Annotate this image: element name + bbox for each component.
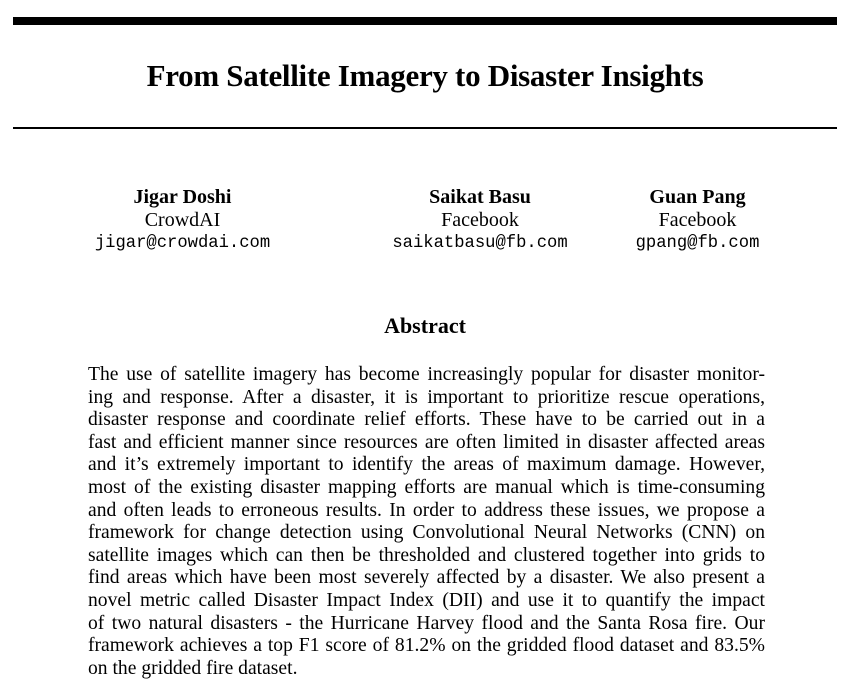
abstract-line: fast and efficient manner since resources are often limited in disaster affected areas [88, 431, 765, 453]
paper-title: From Satellite Imagery to Disaster Insights [146, 58, 704, 93]
abstract-line: most of the existing disaster mapping efforts are manual which is time-consuming [88, 476, 765, 498]
abstract-line: and often leads to erroneous results. In order to address these issues, we propose a [88, 499, 765, 521]
abstract-line: of two natural disasters - the Hurricane Harvey flood and the Santa Rosa fire. Our [88, 612, 765, 634]
abstract-line: disaster response and coordinate relief efforts. These have to be carried out in a [88, 409, 765, 431]
author-name: Saikat Basu [429, 186, 531, 208]
title-rule [13, 127, 837, 129]
abstract-line: novel metric called Disaster Impact Index (DII) and use it to quantify the impact [88, 589, 765, 611]
author-block [80, 185, 285, 256]
abstract-line: find areas which have been most severely affected by a disaster. We also present a [88, 567, 765, 589]
abstract-body [88, 364, 765, 680]
abstract-line: and it’s extremely important to identify the areas of maximum damage. However, [88, 454, 765, 476]
author-block [350, 185, 610, 256]
author-email[interactable]: jigar@crowdai.com [94, 234, 271, 253]
abstract-line: on the gridded fire dataset. [88, 657, 298, 679]
author-email[interactable]: gpang@fb.com [635, 234, 760, 253]
author-affiliation: Facebook [441, 209, 519, 231]
author-affiliation: Facebook [658, 209, 737, 231]
author-name: Jigar Doshi [133, 186, 232, 208]
top-rule [13, 17, 837, 25]
author-name: Guan Pang [649, 186, 746, 208]
abstract-heading: Abstract [384, 313, 466, 338]
abstract-line: framework achieves a top F1 score of 81.2% on the gridded flood dataset and 83.5% [88, 635, 765, 657]
author-email[interactable]: saikatbasu@fb.com [392, 234, 568, 253]
abstract-line: The use of satellite imagery has become increasingly popular for disaster monitor- [88, 364, 765, 385]
author-block [620, 185, 775, 256]
abstract-line: ing and response. After a disaster, it is important to prioritize rescue operations, [88, 386, 765, 408]
abstract-line: framework for change detection using Convolutional Neural Networks (CNN) on [88, 522, 765, 544]
author-affiliation: CrowdAI [144, 209, 221, 231]
abstract-line: satellite images which can then be thresholded and clustered together into grids to [88, 544, 765, 566]
